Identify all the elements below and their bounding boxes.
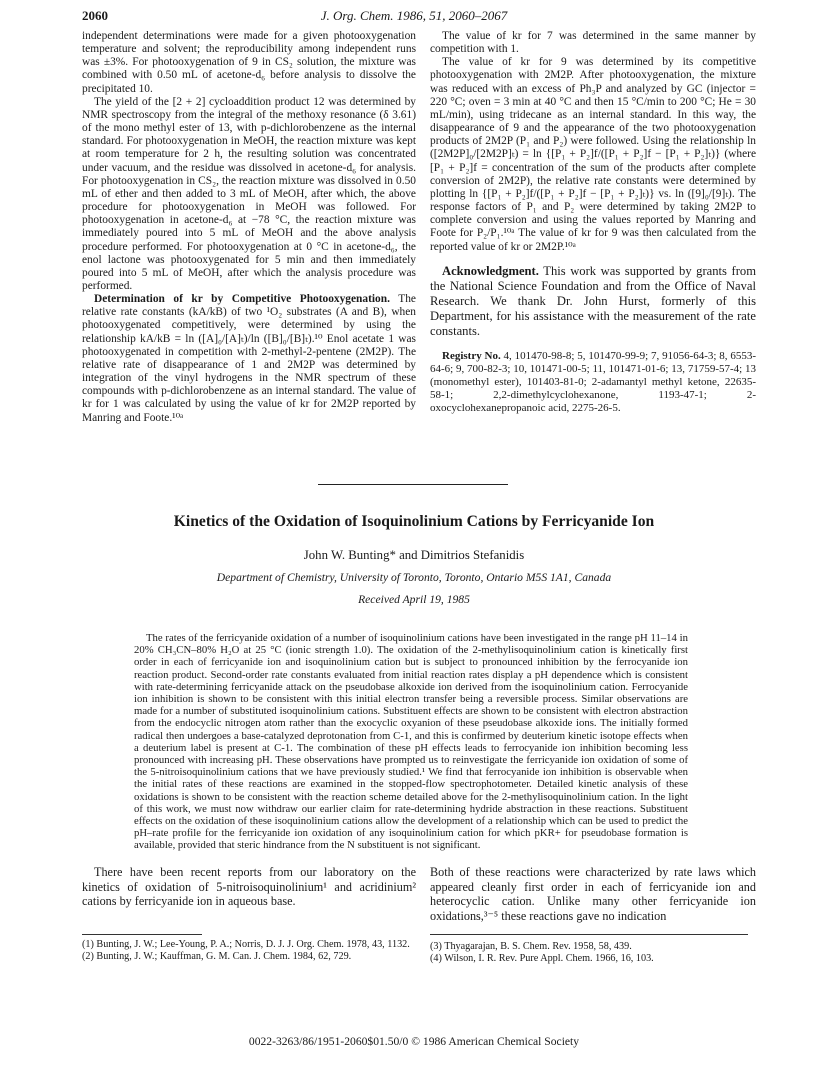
paragraph: The value of kr for 9 was determined by its competitive photooxygenation with 2M2P. After photooxygenation, the mixture was reduced with an excess of Ph₃P and analyzed by GC (injector = 220 °C; oven = 3 min at 40 °C and then 15 °C/min to 200 °C; He = 30 mL/min), using tridecane as an internal standard. In this way, the disappearance of 9 and the appearance of the two photooxygenation products of 2M2P (P₁ and P₂) were followed. Using the relationship ln ([2M2P]₀/[2M2P]ₜ) = ln {[P₁ + P₂]f/([P₁ + P₂]f − [P₁ + P₂]ₜ)} (where [P₁ + P₂]f = concentration of the sum of the products after complete conversion of 2M2P), the relative rate constants were determined by plotting ln {[P₁ + P₂]f/([P₁ + P₂]f − [P₁ + P₂]ₜ)} vs. ln ([9]₀/[9]ₜ). The response factors of P₁ and P₂ were determined by taking 2M2P to complete conversion and using the values reported by Manring and Foote for P₂/P₁.¹⁰ᵃ The value of kr for 9 was then calculated from the reported value of kr or 2M2P.¹⁰ᵃ [430, 56, 756, 253]
paragraph [82, 293, 416, 425]
footnote: (3) Thyagarajan, B. S. Chem. Rev. 1958, 58, 439. [430, 941, 632, 952]
article-authors: John W. Bunting* and Dimitrios Stefanidis [303, 548, 525, 562]
right-column-prev-article [430, 30, 756, 415]
ack-text: This work was supported by grants from the National Science Foundation and from the Office of Naval Research. We thank Dr. John Hurst, formerly of this Department, for his assistance with the measurement of the rate constants. [430, 263, 756, 339]
inline-heading: Determination of kr by Competitive Photooxygenation. [94, 293, 390, 306]
paragraph: The value of kr for 7 was determined in the same manner by competition with 1. [430, 30, 756, 56]
footnotes-right [430, 941, 756, 965]
footnote: (2) Bunting, J. W.; Kauffman, G. M. Can. J. Chem. 1984, 62, 729. [82, 951, 352, 962]
abstract-text: The rates of the ferricyanide oxidation of a number of isoquinolinium cations have been investigated in the range pH 11–14 in 20% CH₃CN–80% H₂O at 25 °C (ionic strength 1.0). The oxidation of the 2-methylisoquinolinium cation is kinetically first order in each of ferricyanide ion and isoquinolinium cation but is subject to pronounced inhibition by the ferrocyanide ion reaction product. Second-order rate constants evaluated from initial reaction rates display a pH dependence which is consistent with rate-determining ferricyanide attack on the pseudobase alkoxide ion derived from the isoquinolinium cation. Ferrocyanide ion inhibition is shown to be consistent with this initial electron transfer being a reversible process. Similar observations are made for a number of substituted isoquinolinium cations. Substituent effects are shown to be consistent with electron abstraction from the endocyclic nitrogen atom rather than the exocyclic oxyanion of these pseudobase alkoxide ions. The initially formed radical then undergoes a base-catalyzed deprotonation from C-1, and this is confirmed by deuterium kinetic isotope effects when a deuterium label is present at C-1. The combination of these pH effects leads to ferrocyanide ion inhibition becoming less pronounced with increasing pH. These observations have prompted us to reinvestigate the ferricyanide ion oxidation of some of the 5-nitroisoquinolinium cations that we have previously studied.¹ We find that ferrocyanide ion inhibition is observable when the initial rates of these reactions are examined in the stopped-flow spectrophotometer. Detailed kinetic analysis of these oxidations is shown to be consistent with the reaction scheme detailed above for the 2-methylisoquinolinium cation. In the light of this work, we must now withdraw our earlier claim for rate-determining hydride abstraction in these reactions. Substituent effects on the oxidation of these isoquinolinium cations allow the development of a relationship which can be used to predict the pH–rate profile for the ferricyanide ion oxidation of any isoquinolinium cation for which pKR+ for pseudobase formation is available, provided that steric hindrance from the N substituent is not significant. [134, 632, 688, 852]
paragraph-text: The relative rate constants (kA/kB) of two ¹O₂ substrates (A and B), when photooxygenated competitively, were determined by using the relationship kA/kB = ln ([A]₀/[A]ₜ)/ln ([B]₀/[B]ₜ).¹⁰ Enol acetate 1 was photooxygenated in competition with 2-methyl-2-pentene (2M2P). The relative rate of disappearance of 1 and 2M2P was determined by integration of the vinyl hydrogens in the NMR spectrum of these compounds with p-dichlorobenzene as an internal standard. The value of kr for 1 was calculated by using the value of kr for 2M2P reported by Manring and Foote.¹⁰ᵃ [82, 293, 416, 424]
journal-reference: J. Org. Chem. 1986, 51, 2060–2067 [320, 8, 508, 23]
article-title: Kinetics of the Oxidation of Isoquinolinium Cations by Ferricyanide Ion [173, 513, 655, 530]
paragraph: independent determinations were made for a given photooxygenation temperature and solvent; the reproducibility among independent runs was ±3%. For photooxygenation of 9 in CS₂ solution, the mixture was combined with 0.50 mL of acetone-d₆ before analysis to dissolve the precipitated 10. [82, 30, 416, 95]
article-affiliation: Department of Chemistry, University of Toronto, Toronto, Ontario M5S 1A1, Canada [216, 571, 612, 584]
page-footer: 0022-3263/86/1951-2060$01.50/0 © 1986 American Chemical Society [248, 1035, 580, 1048]
paragraph: The yield of the [2 + 2] cycloaddition product 12 was determined by NMR spectroscopy from the integral of the methoxy resonance (δ 3.61) of the mono methyl ester of 13, with p-dichlorobenzene as the internal standard. For photooxygenation in MeOH, the reaction mixture was kept at room temperature for 2 h, the resulting solution was concentrated under vacuum, and the residue was dissolved in acetone-d₆ for analysis. For photooxygenation in CS₂, the reaction mixture was dissolved in 0.50 mL of ether and then added to 3 mL of MeOH, after which, the above procedure for photooxygenation in MeOH was followed. For photooxygenation in acetone-d₆ at −78 °C, the reaction mixture was immediately poured into 5 mL of MeOH and the above analysis procedure performed. For photooxygenation at 0 °C in acetone-d₆, the enol lactone was photooxygenated for 5 min and then immediately poured into 5 mL of MeOH, after which the analysis procedure was performed. [82, 95, 416, 292]
body-right-column [430, 865, 756, 923]
acknowledgment [430, 264, 756, 340]
registry-text: 4, 101470-98-8; 5, 101470-99-9; 7, 91056-64-3; 8, 6553-64-6; 9, 700-82-3; 10, 101471-00-5; 11, 101471-01-6; 13, 71759-57-4; 13 (monomethyl ester), 101403-81-0; 2-adamantyl methyl ketone, 22635-58-1; 2,2-dimethylcyclohexanone, 1193-47-1; 2-oxocyclohexanepropanoic acid, 2275-26-5. [430, 349, 757, 414]
abstract [134, 632, 688, 852]
footnote: (4) Wilson, I. R. Rev. Pure Appl. Chem. 1966, 16, 103. [430, 953, 654, 964]
left-column-prev-article [82, 30, 416, 425]
running-header [82, 8, 746, 26]
registry-heading: Registry No. [442, 349, 501, 362]
paragraph: Both of these reactions were characterized by rate laws which appeared cleanly first order in each of ferricyanide ion and heterocyclic cation. Unlike many other ferricyanide ion oxidations,³⁻⁵ these reactions gave no indication [430, 865, 756, 923]
body-left-column [82, 865, 416, 909]
footnote: (1) Bunting, J. W.; Lee-Young, P. A.; Norris, D. J. J. Org. Chem. 1978, 43, 1132. [82, 939, 410, 950]
article-separator [318, 484, 508, 485]
received-date: Received April 19, 1985 [358, 593, 470, 606]
ack-heading: Acknowledgment. [442, 263, 539, 278]
footnote-rule-left [82, 934, 202, 935]
footnotes-left [82, 939, 416, 963]
page-number: 2060 [82, 8, 108, 23]
footnote-rule-right [430, 934, 748, 935]
paragraph: There have been recent reports from our laboratory on the kinetics of oxidation of 5-nitroisoquinolinium¹ and acridinium² cations by ferricyanide ion in aqueous base. [82, 865, 416, 909]
registry-numbers [430, 350, 756, 415]
